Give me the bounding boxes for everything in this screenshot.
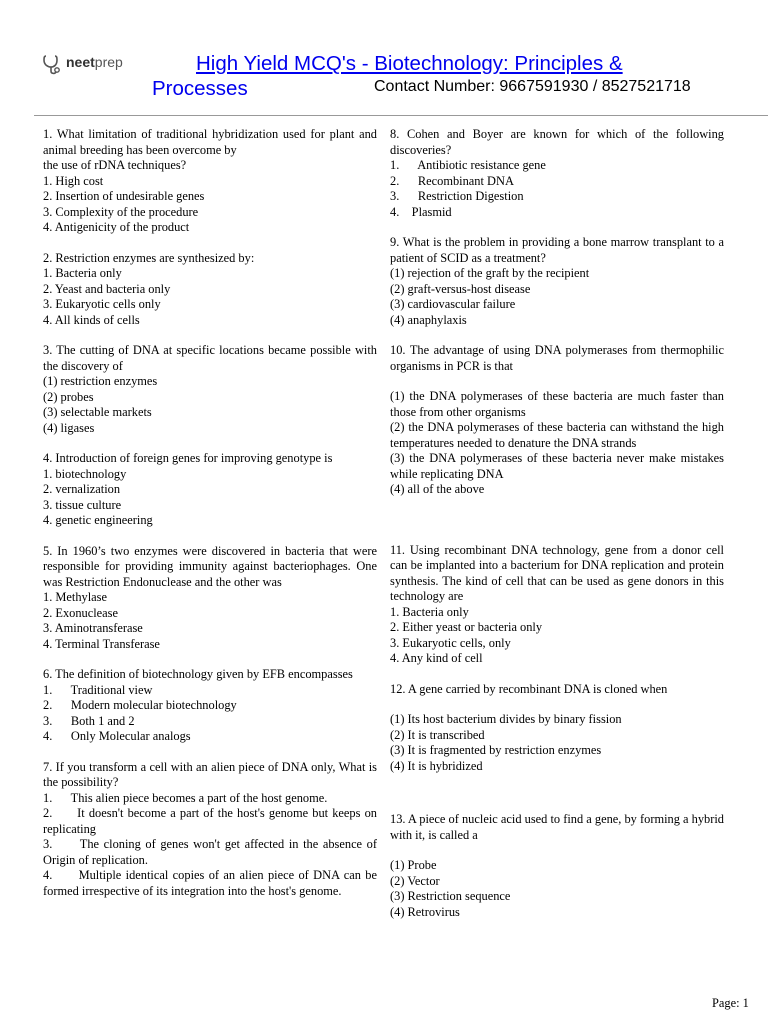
option: (1) Its host bacterium divides by binary fission <box>390 712 622 726</box>
title-line-2[interactable]: Processes <box>152 77 248 100</box>
contact-number: Contact Number: 9667591930 / 8527521718 <box>374 78 691 95</box>
option: 2. Recombinant DNA <box>390 173 514 188</box>
option: 1. Bacteria only <box>390 604 469 619</box>
option: (4) It is hybridized <box>390 758 483 773</box>
option: (3) cardiovascular failure <box>390 297 516 311</box>
question-11 <box>390 543 724 667</box>
option: 3. Complexity of the procedure <box>43 204 199 219</box>
option: 3. tissue culture <box>43 497 122 512</box>
question-stem: 12. A gene carried by recombinant DNA is cloned when <box>390 681 668 696</box>
page-number: Page: 1 <box>712 996 749 1010</box>
option: 3. Restriction Digestion <box>390 189 524 203</box>
question-6 <box>43 667 377 745</box>
question-4 <box>43 451 377 529</box>
option: (2) graft-versus-host disease <box>390 281 531 296</box>
logo-text-prep: prep <box>94 54 123 70</box>
right-column <box>390 127 724 920</box>
logo-text-neet: neet <box>66 54 95 70</box>
option: 3. Eukaryotic cells only <box>43 297 161 311</box>
question-stem: 9. What is the problem in providing a bone marrow transplant to a patient of SCID as a treatment? <box>390 235 724 265</box>
option: (4) all of the above <box>390 482 485 496</box>
question-stem: 10. The advantage of using DNA polymerases from thermophilic organisms in PCR is that <box>390 343 724 373</box>
option: 1. High cost <box>43 173 104 188</box>
option: 4. Multiple identical copies of an alien piece of DNA can be formed irrespective of its integration into the host's genome. <box>43 868 381 898</box>
option: (3) selectable markets <box>43 405 152 419</box>
option: 4. Terminal Transferase <box>43 636 160 651</box>
option: 4. genetic engineering <box>43 513 153 527</box>
option: (3) the DNA polymerases of these bacteria never make mistakes while replicating DNA <box>390 451 724 481</box>
option: (2) It is transcribed <box>390 727 485 742</box>
option: (4) Retrovirus <box>390 904 460 919</box>
question-2 <box>43 251 377 329</box>
option: 2. It doesn't become a part of the host's genome but keeps on replicating <box>43 806 381 836</box>
question-8 <box>390 127 724 220</box>
stethoscope-icon <box>42 54 62 76</box>
option: 2. Modern molecular biotechnology <box>43 698 237 712</box>
question-9 <box>390 235 724 328</box>
option: 4. Plasmid <box>390 204 452 219</box>
option: 4. All kinds of cells <box>43 312 140 327</box>
option: 2. Insertion of undesirable genes <box>43 189 205 203</box>
question-13 <box>390 812 724 920</box>
option: (1) Probe <box>390 858 437 872</box>
option: 2. Yeast and bacteria only <box>43 281 171 296</box>
option: 1. Traditional view <box>43 682 153 697</box>
question-stem: 11. Using recombinant DNA technology, gene from a donor cell can be implanted into a bacterium for DNA replication and protein synthesis. The kind of cell that can be used as gene donors in this technology are <box>390 542 724 603</box>
option: 2. Either yeast or bacteria only <box>390 620 543 634</box>
question-12 <box>390 682 724 775</box>
option: (2) the DNA polymerases of these bacteria can withstand the high temperatures needed to denature the DNA strands <box>390 420 724 450</box>
option: 3. The cloning of genes won't get affected in the absence of Origin of replication. <box>43 837 381 867</box>
header-divider <box>34 115 768 116</box>
option: 4. Any kind of cell <box>390 651 483 665</box>
question-stem: 7. If you transform a cell with an alien piece of DNA only, What is the possibility? <box>43 759 377 789</box>
question-stem: 6. The definition of biotechnology given by EFB encompasses <box>43 667 353 681</box>
question-stem: 8. Cohen and Boyer are known for which of the following discoveries? <box>390 127 724 157</box>
question-10 <box>390 343 724 498</box>
question-7 <box>43 759 381 900</box>
option: 3. Both 1 and 2 <box>43 713 135 728</box>
left-column <box>43 127 381 899</box>
option: 2. vernalization <box>43 482 121 496</box>
option: 1. Bacteria only <box>43 266 122 280</box>
option: 1. This alien piece becomes a part of the host genome. <box>43 790 328 805</box>
option: 3. Aminotransferase <box>43 621 143 635</box>
option: (3) Restriction sequence <box>390 889 511 903</box>
question-3 <box>43 343 377 436</box>
option: (1) restriction enzymes <box>43 374 158 388</box>
question-stem: 2. Restriction enzymes are synthesized by: <box>43 250 255 265</box>
option: 4. Antigenicity of the product <box>43 220 190 234</box>
option: 1. Antibiotic resistance gene <box>390 158 546 172</box>
option: (4) ligases <box>43 420 95 435</box>
page-header <box>0 0 768 120</box>
option: (1) the DNA polymerases of these bacteria are much faster than those from other organisms <box>390 389 724 419</box>
option: (1) rejection of the graft by the recipient <box>390 266 590 280</box>
question-1 <box>43 127 377 236</box>
option: (3) It is fragmented by restriction enzymes <box>390 743 602 757</box>
option: (2) probes <box>43 389 94 404</box>
question-stem: 4. Introduction of foreign genes for improving genotype is <box>43 451 333 465</box>
question-stem-cont: the use of rDNA techniques? <box>43 158 187 172</box>
option: (4) anaphylaxis <box>390 312 467 327</box>
option: 4. Only Molecular analogs <box>43 729 191 743</box>
option: 2. Exonuclease <box>43 605 119 620</box>
title-line-1[interactable]: High Yield MCQ's - Biotechnology: Principles & <box>196 52 623 75</box>
option: (2) Vector <box>390 873 440 888</box>
question-stem: 3. The cutting of DNA at specific locations became possible with the discovery of <box>43 343 377 373</box>
option: 1. Methylase <box>43 590 108 604</box>
option: 1. biotechnology <box>43 466 127 481</box>
question-stem: 1. What limitation of traditional hybridization used for plant and animal breeding has been overcome by <box>43 127 377 157</box>
question-stem: 13. A piece of nucleic acid used to find a gene, by forming a hybrid with it, is called a <box>390 812 724 842</box>
question-stem: 5. In 1960’s two enzymes were discovered in bacteria that were responsible for providing immunity against bacteriophages. One was Restriction Endonuclease and the other was <box>43 543 377 589</box>
option: 3. Eukaryotic cells, only <box>390 635 511 650</box>
question-5 <box>43 544 377 653</box>
